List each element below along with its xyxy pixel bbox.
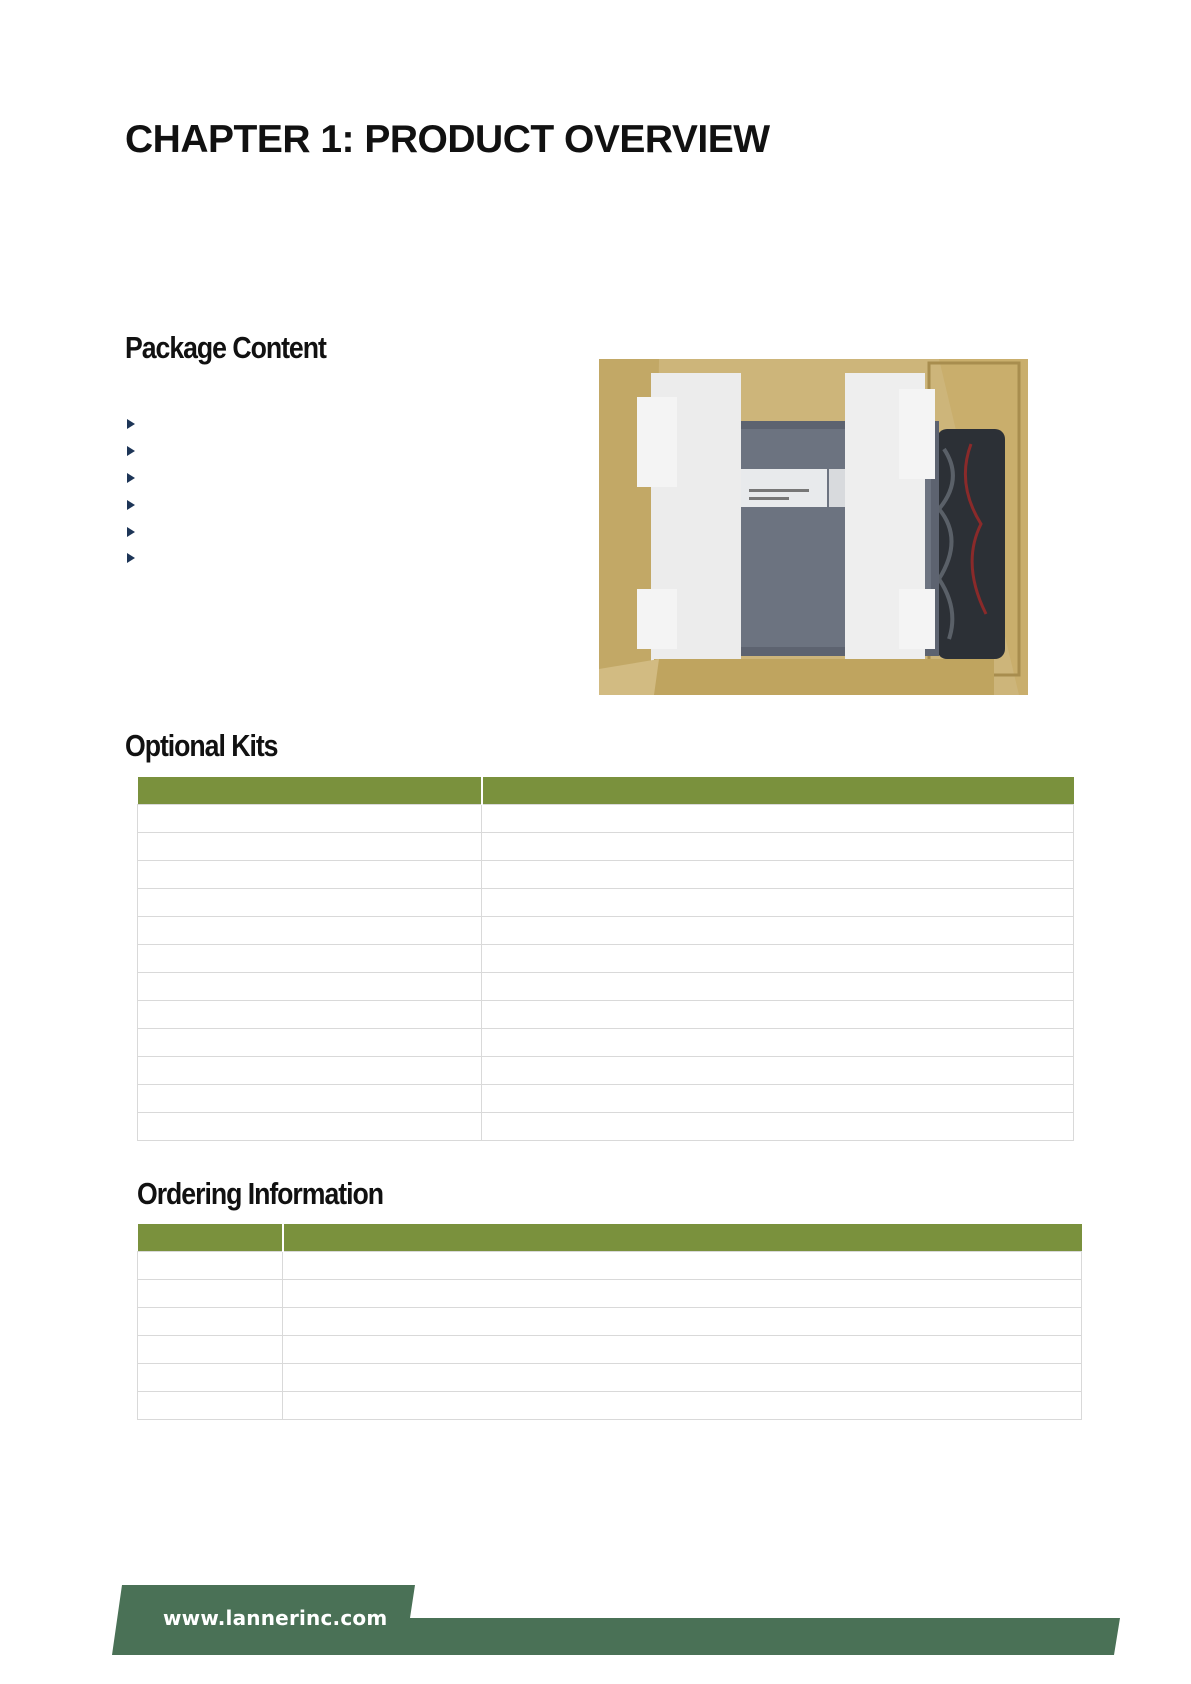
table-cell: [283, 1364, 1082, 1392]
table-row: [138, 1029, 1074, 1057]
package-contents-photo: [599, 359, 1028, 695]
table-cell: [482, 917, 1074, 945]
footer-url-link[interactable]: www.lannerinc.com: [163, 1606, 388, 1630]
list-item: [127, 411, 145, 438]
table-row: [138, 917, 1074, 945]
table-cell: [482, 805, 1074, 833]
table-cell: [482, 973, 1074, 1001]
table-cell: [482, 1057, 1074, 1085]
table-row: [138, 861, 1074, 889]
table-cell: [482, 945, 1074, 973]
table-row: [138, 1308, 1082, 1336]
list-item: [127, 438, 145, 465]
ordering-information-heading: Ordering Information: [137, 1176, 383, 1211]
chapter-title: CHAPTER 1: PRODUCT OVERVIEW: [125, 118, 770, 161]
table-cell: [138, 1252, 283, 1280]
table-row: [138, 1364, 1082, 1392]
list-item: [127, 518, 145, 545]
table-cell: [138, 945, 482, 973]
triangle-bullet-icon: [127, 473, 135, 483]
table-cell: [138, 1001, 482, 1029]
table-cell: [138, 1280, 283, 1308]
table-cell: [138, 917, 482, 945]
table-cell: [138, 973, 482, 1001]
table-cell: [482, 833, 1074, 861]
triangle-bullet-icon: [127, 527, 135, 537]
column-header: [138, 777, 482, 805]
list-item: [127, 465, 145, 492]
table-cell: [482, 1085, 1074, 1113]
package-content-heading: Package Content: [125, 330, 326, 365]
table-cell: [138, 1085, 482, 1113]
table-row: [138, 1280, 1082, 1308]
triangle-bullet-icon: [127, 500, 135, 510]
table-row: [138, 1113, 1074, 1141]
column-header: [138, 1224, 283, 1252]
triangle-bullet-icon: [127, 446, 135, 456]
table-cell: [283, 1280, 1082, 1308]
table-cell: [283, 1336, 1082, 1364]
optional-kits-table: [137, 777, 1074, 1141]
table-cell: [138, 889, 482, 917]
table-row: [138, 1336, 1082, 1364]
table-cell: [482, 1113, 1074, 1141]
table-cell: [482, 1001, 1074, 1029]
table-cell: [138, 1029, 482, 1057]
table-cell: [138, 1057, 482, 1085]
list-item: [127, 491, 145, 518]
table-row: [138, 1392, 1082, 1420]
table-row: [138, 1252, 1082, 1280]
table-row: [138, 833, 1074, 861]
table-row: [138, 1001, 1074, 1029]
table-cell: [138, 861, 482, 889]
table-cell: [482, 861, 1074, 889]
table-cell: [138, 1113, 482, 1141]
table-row: [138, 1085, 1074, 1113]
table-cell: [138, 805, 482, 833]
column-header: [283, 1224, 1082, 1252]
list-item: [127, 545, 145, 572]
table-row: [138, 1057, 1074, 1085]
column-header: [482, 777, 1074, 805]
package-content-list: [127, 411, 145, 572]
table-cell: [283, 1392, 1082, 1420]
table-header-row: [138, 777, 1074, 805]
table-cell: [482, 1029, 1074, 1057]
table-row: [138, 973, 1074, 1001]
table-cell: [283, 1252, 1082, 1280]
triangle-bullet-icon: [127, 553, 135, 563]
table-row: [138, 805, 1074, 833]
table-cell: [138, 1336, 283, 1364]
optional-kits-heading: Optional Kits: [125, 728, 278, 763]
table-cell: [283, 1308, 1082, 1336]
table-row: [138, 945, 1074, 973]
table-cell: [482, 889, 1074, 917]
ordering-information-table: [137, 1224, 1082, 1420]
table-cell: [138, 1392, 283, 1420]
table-header-row: [138, 1224, 1082, 1252]
table-cell: [138, 833, 482, 861]
table-cell: [138, 1364, 283, 1392]
table-cell: [138, 1308, 283, 1336]
triangle-bullet-icon: [127, 419, 135, 429]
table-row: [138, 889, 1074, 917]
